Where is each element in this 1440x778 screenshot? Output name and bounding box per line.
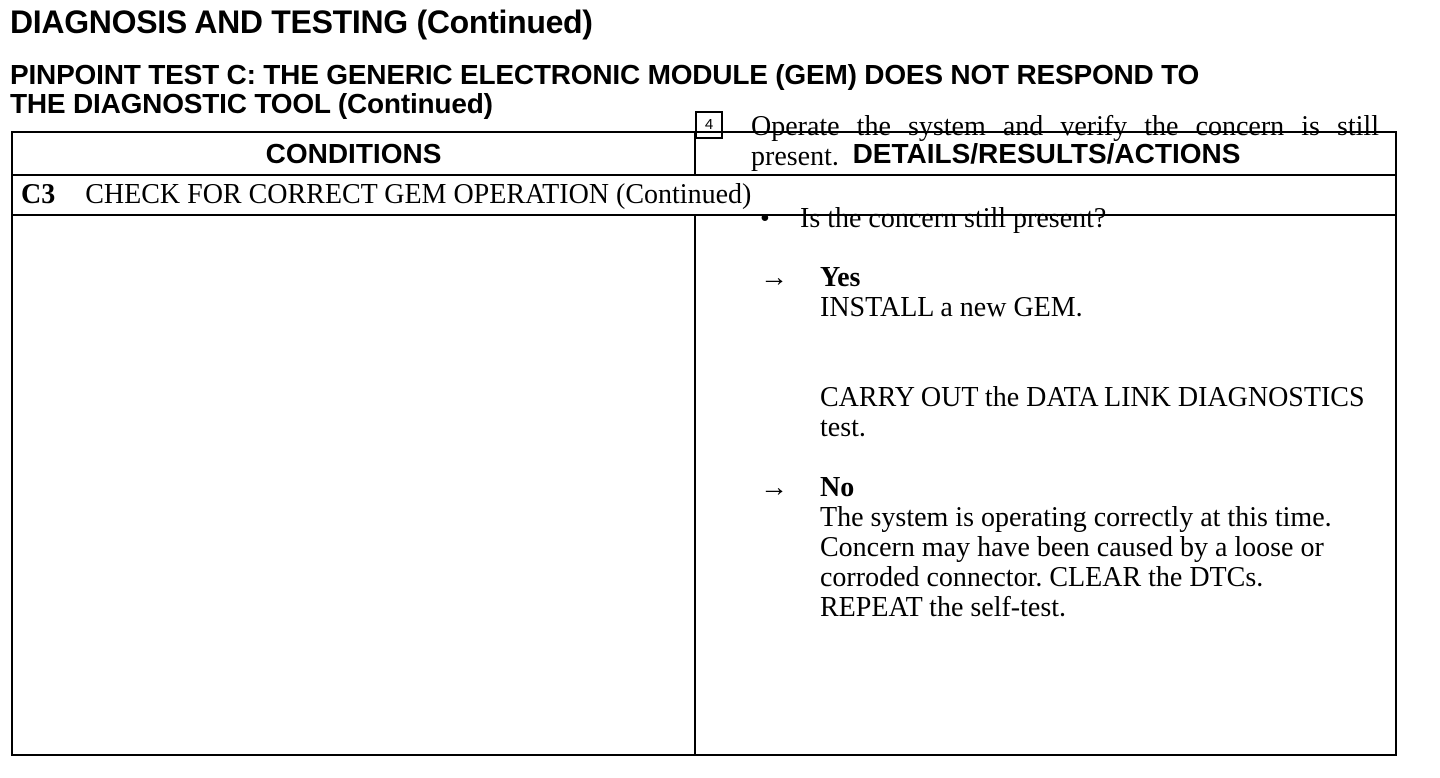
step-question: Is the concern still present?	[800, 203, 1107, 234]
column-divider-body	[694, 216, 696, 754]
pinpoint-test-title	[10, 60, 1410, 118]
yes-action-install: INSTALL a new GEM.	[820, 292, 1083, 323]
no-arrow-icon: →	[760, 472, 788, 503]
pinpoint-test-title-line2: THE DIAGNOSTIC TOOL (Continued)	[10, 88, 493, 119]
yes-label: Yes	[820, 262, 861, 293]
page-title: DIAGNOSIS AND TESTING (Continued)	[10, 4, 593, 40]
pinpoint-test-title-line1: PINPOINT TEST C: THE GENERIC ELECTRONIC MODULE (GEM) DOES NOT RESPOND TO	[10, 59, 1200, 90]
step-instruction: Operate the system and verify the concern is still present.	[751, 111, 1379, 172]
section-row	[21, 176, 751, 214]
no-result-text: The system is operating correctly at this time. Concern may have been caused by a loose or corroded connector. CLEAR the DTCs. REPEAT the self-test.	[820, 502, 1332, 623]
section-divider	[13, 214, 1395, 216]
section-id: C3	[21, 179, 56, 210]
bullet-icon: •	[760, 203, 770, 234]
yes-action-diagnostics: CARRY OUT the DATA LINK DIAGNOSTICS test.	[820, 382, 1365, 443]
yes-arrow-icon: →	[760, 262, 788, 293]
pinpoint-test-table	[11, 131, 1397, 756]
section-title: CHECK FOR CORRECT GEM OPERATION (Continued)	[85, 179, 752, 210]
no-label: No	[820, 472, 855, 503]
details-column-header: DETAILS/RESULTS/ACTIONS	[852, 138, 1241, 169]
conditions-column-header: CONDITIONS	[265, 138, 442, 169]
step-number-box: 4	[695, 111, 723, 139]
